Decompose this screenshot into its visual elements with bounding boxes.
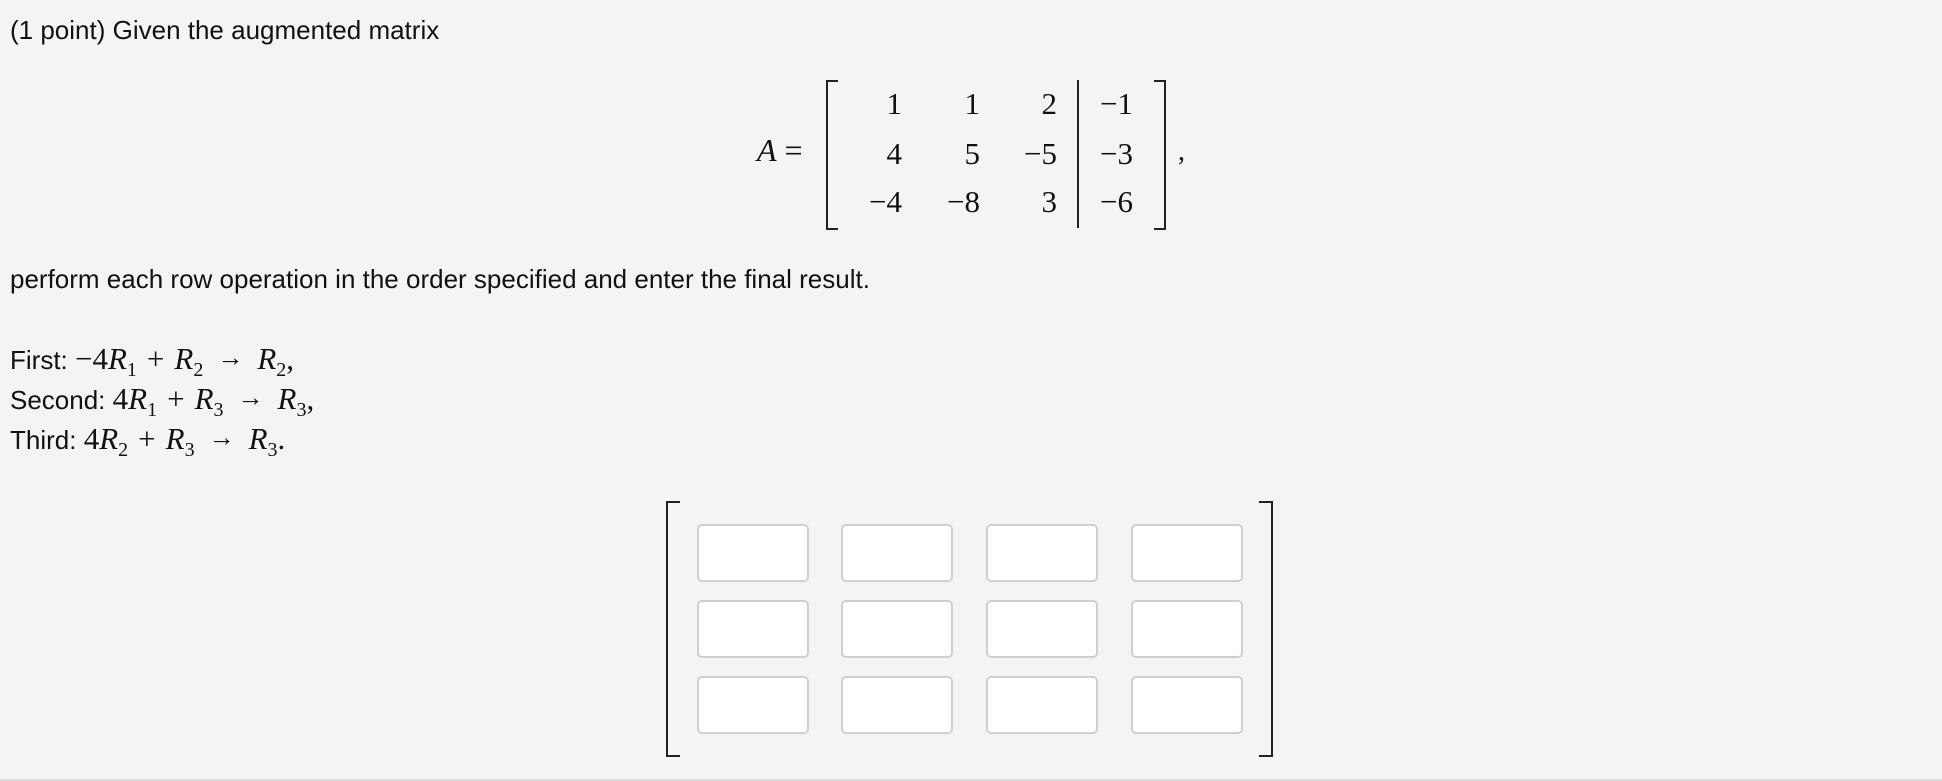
answer-right-bracket <box>1259 501 1273 757</box>
arrow-icon: → <box>208 423 235 452</box>
answer-cell-r1-c4[interactable] <box>1131 524 1243 582</box>
arrow-icon: → <box>217 343 244 372</box>
row-symbol: R <box>277 381 297 416</box>
row-index: 1 <box>147 399 158 421</box>
matrix-cell: 5 <box>964 136 980 171</box>
plus-sign: + <box>146 341 165 376</box>
matrix-cell: −3 <box>1100 136 1133 171</box>
matrix-name: A <box>757 132 777 168</box>
answer-cell-r2-c4[interactable] <box>1131 600 1243 658</box>
operation-label: Second: <box>10 385 106 415</box>
operation-label: Third: <box>10 425 77 455</box>
equals-sign: = <box>784 132 803 168</box>
punctuation: . <box>277 421 286 456</box>
row-index: 1 <box>126 359 137 381</box>
operation-formula <box>83 421 286 461</box>
operation-formula <box>75 341 295 381</box>
row-index: 3 <box>296 399 307 421</box>
row-symbol: R <box>248 421 268 456</box>
answer-cell-r2-c3[interactable] <box>986 600 1098 658</box>
row-symbol: R <box>174 341 194 376</box>
row-index: 2 <box>118 439 129 461</box>
operation-first <box>10 343 294 379</box>
row-index: 3 <box>267 439 278 461</box>
answer-left-bracket <box>666 501 680 757</box>
operation-second <box>10 383 314 419</box>
answer-cell-r3-c4[interactable] <box>1131 676 1243 734</box>
row-symbol: R <box>107 341 127 376</box>
row-symbol: R <box>99 421 119 456</box>
matrix-cell: 1 <box>964 86 980 121</box>
row-symbol: R <box>165 421 185 456</box>
matrix-cell: −5 <box>1024 136 1057 171</box>
row-index: 2 <box>276 359 287 381</box>
matrix-cell: 2 <box>1041 86 1057 121</box>
plus-sign: + <box>167 381 185 416</box>
answer-cell-r2-c2[interactable] <box>841 600 953 658</box>
augment-divider <box>1077 80 1079 228</box>
right-bracket <box>1154 80 1166 230</box>
row-symbol: R <box>194 381 214 416</box>
punctuation: , <box>286 341 295 376</box>
punctuation: , <box>306 381 315 416</box>
answer-cell-r3-c2[interactable] <box>841 676 953 734</box>
plus-sign: + <box>138 421 156 456</box>
answer-cell-r1-c1[interactable] <box>697 524 809 582</box>
coefficient: 4 <box>83 421 100 456</box>
question-intro: (1 point) Given the augmented matrix <box>10 15 440 45</box>
matrix-cell: −6 <box>1100 184 1133 219</box>
matrix-cell: −8 <box>947 184 980 219</box>
matrix-comma: , <box>1178 136 1185 167</box>
operation-formula <box>112 381 315 421</box>
matrix-cell: 3 <box>1041 184 1057 219</box>
coefficient: 4 <box>112 381 129 416</box>
row-index: 3 <box>184 439 195 461</box>
answer-cell-r3-c3[interactable] <box>986 676 1098 734</box>
answer-cell-r2-c1[interactable] <box>697 600 809 658</box>
coefficient: −4 <box>75 341 108 376</box>
matrix-a-lhs <box>757 132 803 169</box>
row-index: 3 <box>213 399 224 421</box>
row-symbol: R <box>257 341 277 376</box>
matrix-cell: −4 <box>869 184 902 219</box>
matrix-cell: 4 <box>886 136 902 171</box>
matrix-cell: 1 <box>886 86 902 121</box>
row-index: 2 <box>193 359 204 381</box>
row-symbol: R <box>128 381 148 416</box>
operation-third <box>10 423 285 459</box>
arrow-icon: → <box>237 383 264 412</box>
answer-cell-r1-c3[interactable] <box>986 524 1098 582</box>
matrix-cell: −1 <box>1100 86 1133 121</box>
answer-cell-r3-c1[interactable] <box>697 676 809 734</box>
answer-cell-r1-c2[interactable] <box>841 524 953 582</box>
instruction-text: perform each row operation in the order specified and enter the final result. <box>10 264 870 294</box>
operation-label: First: <box>10 345 68 375</box>
